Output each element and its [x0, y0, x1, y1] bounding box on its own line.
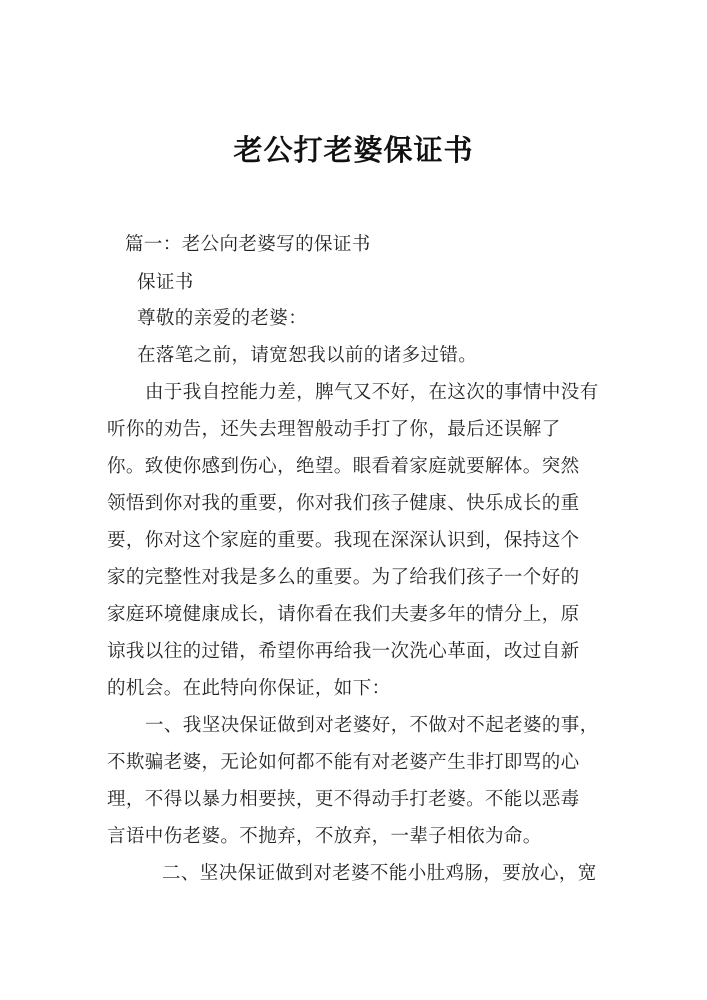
paragraph-line: 的机会。在此特向你保证，如下： [107, 678, 391, 699]
paragraph-line: 家的完整性对我是多么的重要。为了给我们孩子一个好的 [107, 567, 580, 588]
paragraph-line: 在落笔之前，请宽恕我以前的诸多过错。 [137, 345, 478, 366]
document-title: 老公打老婆保证书 [233, 133, 474, 167]
paragraph-line: 二、坚决保证做到对老婆不能小肚鸡肠，要放心，宽 [162, 863, 597, 884]
paragraph-line: 家庭环境健康成长，请你看在我们夫妻多年的情分上，原 [107, 604, 580, 625]
paragraph-line: 听你的劝告，还失去理智般动手打了你，最后还误解了 [107, 419, 561, 440]
salutation: 尊敬的亲爱的老婆： [137, 308, 308, 329]
paragraph-line: 谅我以往的过错，希望你再给我一次洗心革面，改过自新 [107, 641, 580, 662]
paragraph-line: 由于我自控能力差，脾气又不好，在这次的事情中没有 [145, 382, 599, 403]
paragraph-line: 不欺骗老婆，无论如何都不能有对老婆产生非打即骂的心 [107, 752, 580, 773]
paragraph-line: 要，你对这个家庭的重要。我现在深深认识到，保持这个 [107, 530, 580, 551]
paragraph-line: 一、我坚决保证做到对老婆好，不做对不起老婆的事， [145, 715, 599, 736]
paragraph-line: 你。致使你感到伤心，绝望。眼看着家庭就要解体。突然 [107, 456, 580, 477]
paragraph-line: 言语中伤老婆。不抛弃，不放弃，一辈子相依为命。 [107, 826, 542, 847]
section-heading: 篇一：老公向老婆写的保证书 [125, 234, 371, 255]
letter-heading: 保证书 [137, 272, 194, 293]
paragraph-line: 领悟到你对我的重要，你对我们孩子健康、快乐成长的重 [107, 493, 580, 514]
paragraph-line: 理，不得以暴力相要挟，更不得动手打老婆。不能以恶毒 [107, 789, 580, 810]
